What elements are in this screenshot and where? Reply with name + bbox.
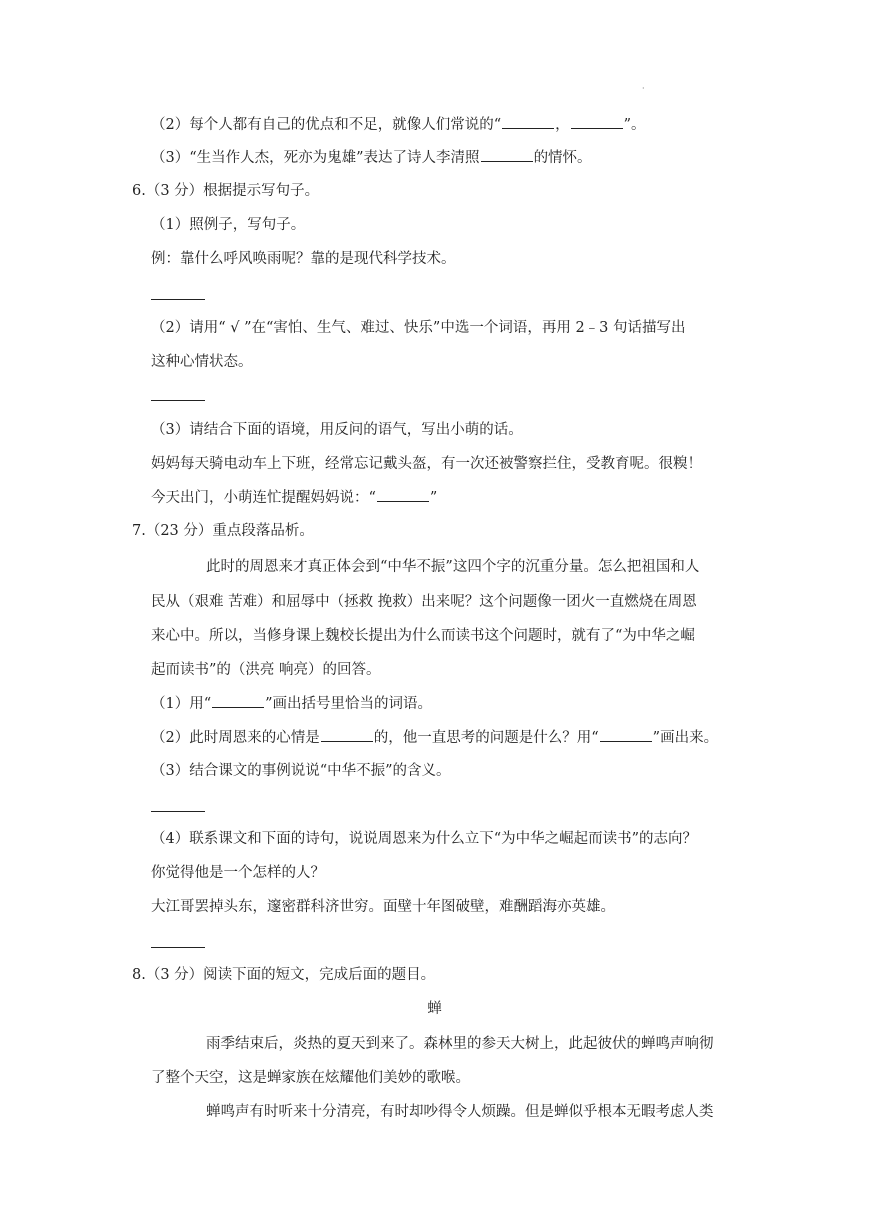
- q6-context-line1: 妈妈每天骑电动车上下班，经常忘记戴头盔，有一次还被警察拦住，受教育呢。很糗！: [151, 456, 702, 472]
- q8-header: 8.（3 分）阅读下面的短文，完成后面的题目。: [132, 967, 436, 983]
- answer-blank[interactable]: [321, 727, 373, 742]
- q7-header: 7.（23 分）重点段落品析。: [132, 523, 314, 539]
- answer-blank[interactable]: [571, 114, 623, 129]
- q8-para2-line1: 蝉鸣声有时听来十分清亮，有时却吵得令人烦躁。但是蝉似乎根本无暇考虑人类: [206, 1104, 714, 1120]
- answer-blank[interactable]: [212, 693, 264, 708]
- q6-header: 6.（3 分）根据提示写句子。: [132, 183, 320, 199]
- answer-line[interactable]: [151, 299, 205, 300]
- q5-sub3-text-before: （3）“生当作人杰，死亦为鬼雄”表达了诗人李清照: [151, 150, 480, 166]
- q7-sub1-before: （1）用“: [151, 696, 212, 712]
- q6-context-line2: [151, 487, 437, 508]
- q6-sub2-line2: 这种心情状态。: [151, 354, 253, 370]
- answer-blank[interactable]: [377, 487, 429, 502]
- q7-sub1-after: ”画出括号里恰当的词语。: [265, 696, 433, 712]
- q7-sub2-after: ”画出来。: [652, 730, 719, 746]
- q6-example: 例：靠什么呼风唤雨呢？靠的是现代科学技术。: [151, 251, 456, 267]
- q7-sub1: [151, 693, 432, 714]
- q7-sub2: [151, 727, 718, 748]
- q5-sub2: [151, 114, 646, 135]
- q7-sub4-line2: 你觉得他是一个怎样的人？: [151, 865, 325, 881]
- q7-para-line1: 此时的周恩来才真正体会到“中华不振”这四个字的沉重分量。怎么把祖国和人: [206, 559, 700, 575]
- q6-sub1: （1）照例子，写句子。: [151, 217, 306, 233]
- answer-blank[interactable]: [600, 727, 652, 742]
- q5-sub2-text-before: （2）每个人都有自己的优点和不足，就像人们常说的“: [151, 117, 502, 133]
- answer-line[interactable]: [151, 400, 205, 401]
- q6-sub2-line1: （2）请用“ √ ”在“害怕、生气、难过、快乐”中选一个词语，再用 2﹣3 句话描写出: [151, 320, 686, 336]
- q7-sub3: （3）结合课文的事例说说“中华不振”的含义。: [151, 763, 451, 779]
- answer-blank[interactable]: [502, 114, 554, 129]
- q5-sub3-text-after: 的情怀。: [533, 150, 592, 166]
- q7-para-line3: 来心中。所以，当修身课上魏校长提出为什么而读书这个问题时，就有了“为中华之崛: [151, 628, 695, 644]
- answer-line[interactable]: [151, 947, 205, 948]
- q5-sub2-text-after: ”。: [623, 117, 646, 133]
- q6-context-line2-after: ”: [429, 490, 438, 506]
- q8-para1-line2: 了整个天空，这是蝉家族在炫耀他们美妙的歌喉。: [151, 1070, 470, 1086]
- answer-blank[interactable]: [481, 147, 533, 162]
- corner-mark: ·: [642, 84, 645, 93]
- q8-para1-line1: 雨季结束后，炎热的夏天到来了。森林里的参天大树上，此起彼伏的蝉鸣声响彻: [206, 1036, 714, 1052]
- q7-poem: 大江哥罢掉头东，邃密群科济世穷。面壁十年图破壁，难酬蹈海亦英雄。: [151, 899, 615, 915]
- answer-line[interactable]: [151, 811, 205, 812]
- q5-sub3: [151, 147, 592, 168]
- q7-para-line2: 民从（艰难 苦难）和屈辱中（拯救 挽救）出来呢？这个问题像一团火一直燃烧在周恩: [151, 594, 697, 610]
- q6-context-line2-before: 今天出门，小萌连忙提醒妈妈说：“: [151, 490, 376, 506]
- q7-sub2-before: （2）此时周恩来的心情是: [151, 730, 320, 746]
- q7-sub2-mid: 的，他一直思考的问题是什么？用“: [373, 730, 599, 746]
- q5-sub2-text-mid: ，: [555, 117, 570, 133]
- q7-para-line4: 起而读书”的（洪亮 响亮）的回答。: [151, 662, 381, 678]
- q7-sub4-line1: （4）联系课文和下面的诗句，说说周恩来为什么立下“为中华之崛起而读书”的志向？: [151, 831, 698, 847]
- q6-sub3: （3）请结合下面的语境，用反问的语气，写出小萌的话。: [151, 422, 523, 438]
- passage-title: 蝉: [427, 1001, 442, 1017]
